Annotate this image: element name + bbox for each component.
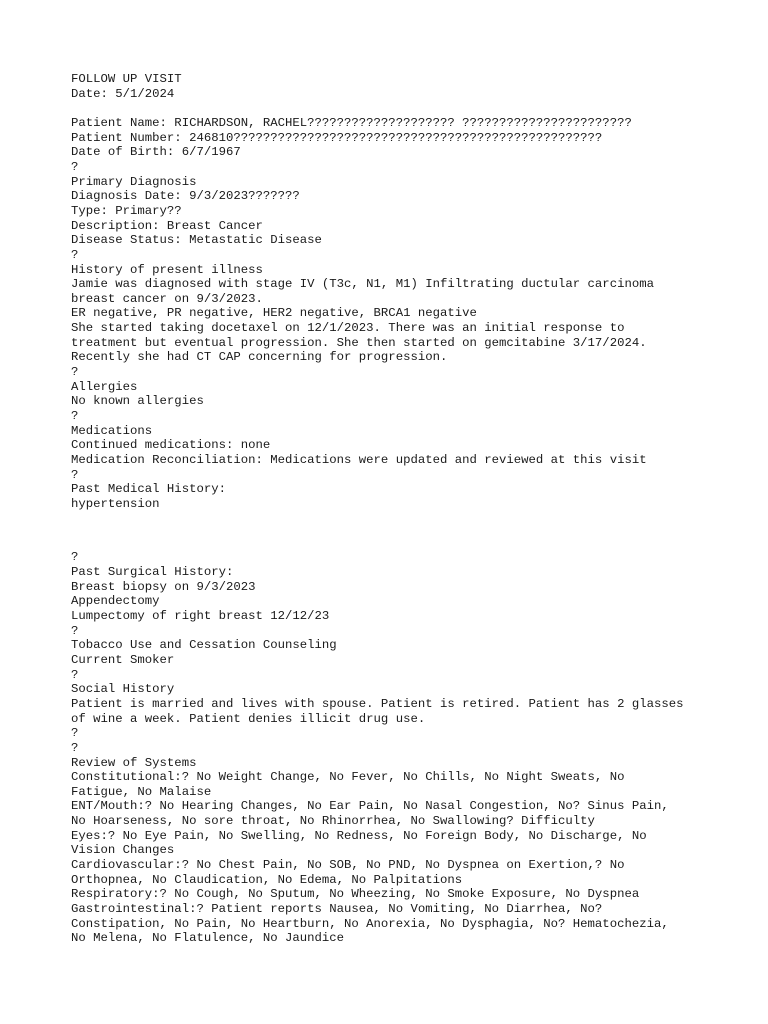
separator-mark: ? — [71, 623, 79, 638]
hpi-line: ER negative, PR negative, HER2 negative, BRCA1 negative — [71, 306, 477, 321]
separator-mark: ? — [71, 740, 79, 755]
hpi-line: Recently she had CT CAP concerning for progression. — [71, 350, 448, 365]
date-of-birth: Date of Birth: 6/7/1967 — [71, 145, 241, 160]
past-medical-history-value: hypertension — [71, 497, 160, 512]
separator-mark: ? — [71, 409, 79, 424]
tobacco-value: Current Smoker — [71, 652, 175, 667]
separator-mark: ? — [71, 667, 79, 682]
separator-mark: ? — [71, 467, 79, 482]
ros-line: Gastrointestinal:? Patient reports Nausea, No Vomiting, No Diarrhea, No? — [71, 902, 603, 917]
ros-line: Vision Changes — [71, 843, 175, 858]
ros-line: Cardiovascular:? No Chest Pain, No SOB, No PND, No Dyspnea on Exertion,? No — [71, 858, 625, 873]
surgical-history-item: Appendectomy — [71, 594, 160, 609]
separator-mark: ? — [71, 159, 79, 174]
continued-medications: Continued medications: none — [71, 438, 271, 453]
visit-type-title: FOLLOW UP VISIT — [71, 72, 182, 86]
separator-mark: ? — [71, 247, 79, 262]
ros-line: No Hoarseness, No sore throat, No Rhinorrhea, No Swallowing? Difficulty — [71, 814, 595, 829]
patient-name: Patient Name: RICHARDSON, RACHEL???????????????????? ??????????????????????? — [71, 115, 632, 130]
allergies-heading: Allergies — [71, 379, 138, 394]
separator-mark: ? — [71, 726, 79, 741]
review-of-systems-heading: Review of Systems — [71, 755, 197, 770]
blank-line — [71, 512, 751, 527]
medications-heading: Medications — [71, 423, 153, 438]
diagnosis-date: Diagnosis Date: 9/3/2023??????? — [71, 189, 300, 204]
hpi-line: Jamie was diagnosed with stage IV (T3c, N1, M1) Infiltrating ductular carcinoma — [71, 277, 654, 292]
blank-line — [71, 101, 751, 116]
surgical-history-item: Lumpectomy of right breast 12/12/23 — [71, 608, 330, 623]
patient-number: Patient Number: 246810?????????????????????????????????????????????????? — [71, 130, 603, 145]
allergies-value: No known allergies — [71, 394, 204, 409]
ros-line: Constitutional:? No Weight Change, No Fever, No Chills, No Night Sweats, No — [71, 770, 625, 785]
ros-line: Constipation, No Pain, No Heartburn, No Anorexia, No Dysphagia, No? Hematochezia, — [71, 916, 669, 931]
past-medical-history-heading: Past Medical History: — [71, 482, 226, 497]
diagnosis-description: Description: Breast Cancer — [71, 218, 263, 233]
social-history-line: Patient is married and lives with spouse. Patient is retired. Patient has 2 glasses — [71, 696, 684, 711]
past-surgical-history-heading: Past Surgical History: — [71, 564, 234, 579]
ros-line: No Melena, No Flatulence, No Jaundice — [71, 931, 345, 946]
ros-line: ENT/Mouth:? No Hearing Changes, No Ear Pain, No Nasal Congestion, No? Sinus Pain, — [71, 799, 669, 814]
disease-status: Disease Status: Metastatic Disease — [71, 233, 322, 248]
visit-date: Date: 5/1/2024 — [71, 86, 175, 101]
section-gap — [71, 526, 751, 550]
separator-mark: ? — [71, 550, 79, 565]
medication-reconciliation: Medication Reconciliation: Medications were updated and reviewed at this visit — [71, 453, 647, 468]
hpi-line: breast cancer on 9/3/2023. — [71, 291, 263, 306]
diagnosis-type: Type: Primary?? — [71, 203, 182, 218]
hpi-line: She started taking docetaxel on 12/1/2023. There was an initial response to — [71, 321, 625, 336]
primary-diagnosis-heading: Primary Diagnosis — [71, 174, 197, 189]
social-history-heading: Social History — [71, 682, 175, 697]
ros-line: Respiratory:? No Cough, No Sputum, No Wheezing, No Smoke Exposure, No Dyspnea — [71, 887, 640, 902]
ros-line: Fatigue, No Malaise — [71, 784, 212, 799]
tobacco-heading: Tobacco Use and Cessation Counseling — [71, 638, 337, 653]
ros-line: Orthopnea, No Claudication, No Edema, No Palpitations — [71, 872, 463, 887]
hpi-heading: History of present illness — [71, 262, 263, 277]
ros-line: Eyes:? No Eye Pain, No Swelling, No Redness, No Foreign Body, No Discharge, No — [71, 828, 647, 843]
clinical-note — [71, 72, 751, 946]
social-history-line: of wine a week. Patient denies illicit drug use. — [71, 711, 426, 726]
separator-mark: ? — [71, 365, 79, 380]
surgical-history-item: Breast biopsy on 9/3/2023 — [71, 579, 256, 594]
hpi-line: treatment but eventual progression. She then started on gemcitabine 3/17/2024. — [71, 335, 647, 350]
